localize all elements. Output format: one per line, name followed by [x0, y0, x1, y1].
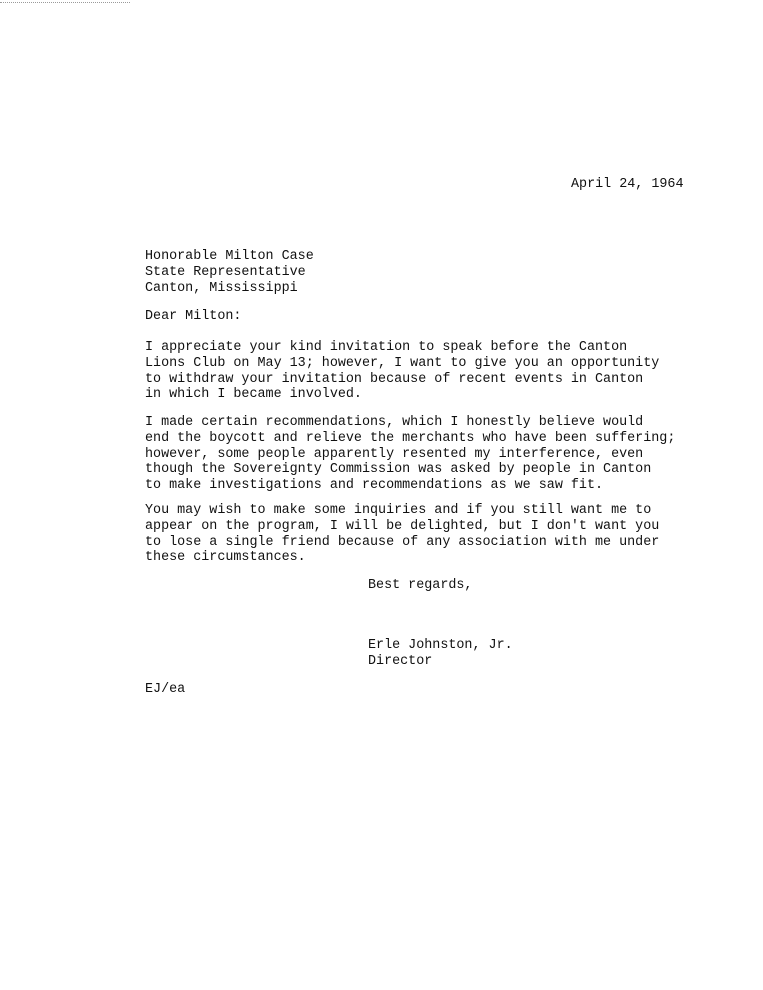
paragraph-line: to lose a single friend because of any association with me under — [145, 534, 660, 550]
paragraph-line: to withdraw your invitation because of recent events in Canton — [145, 371, 644, 387]
paragraph-3 — [145, 503, 659, 566]
letter-date: April 24, 1964 — [571, 177, 684, 192]
paragraph-line: however, some people apparently resented my interference, even — [145, 446, 644, 462]
recipient-address — [145, 249, 314, 296]
salutation: Dear Milton: — [145, 309, 242, 324]
paragraph-line: to make investigations and recommendations as we saw fit. — [145, 478, 604, 494]
recipient-location: Canton, Mississippi — [145, 280, 298, 296]
paragraph-line: end the boycott and relieve the merchants who have been suffering; — [145, 430, 676, 446]
paragraph-line: in which I became involved. — [145, 387, 362, 403]
paragraph-line: these circumstances. — [145, 550, 306, 566]
signer-name: Erle Johnston, Jr. — [368, 638, 513, 653]
paragraph-line: I appreciate your kind invitation to speak before the Canton — [145, 340, 628, 355]
paragraph-2 — [145, 415, 675, 494]
paragraph-line: I made certain recommendations, which I honestly believe would — [145, 415, 644, 430]
scan-edge-dots — [0, 0, 130, 3]
signature-block — [368, 638, 513, 670]
paragraph-line: You may wish to make some inquiries and if you still want me to — [145, 503, 652, 518]
paragraph-line: Lions Club on May 13; however, I want to give you an opportunity — [145, 355, 660, 371]
paragraph-line: appear on the program, I will be delighted, but I don't want you — [145, 518, 660, 534]
paragraph-1 — [145, 340, 659, 403]
closing: Best regards, — [368, 578, 473, 593]
paragraph-line: though the Sovereignty Commission was asked by people in Canton — [145, 462, 652, 478]
recipient-title: State Representative — [145, 264, 306, 280]
recipient-name: Honorable Milton Case — [145, 249, 314, 264]
typist-initials: EJ/ea — [145, 682, 186, 697]
signer-title: Director — [368, 653, 433, 669]
